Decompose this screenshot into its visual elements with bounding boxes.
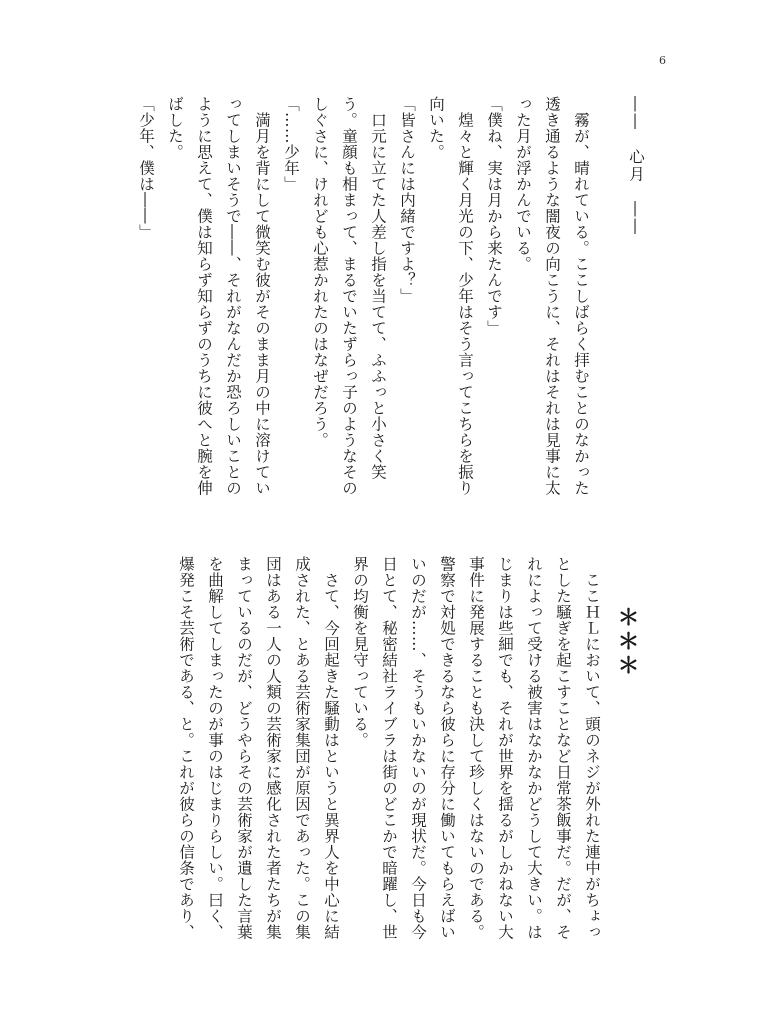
paragraph: 煌々と輝く月光の下、少年はそう言ってこちらを振り向いた。: [427, 96, 474, 496]
page-number: 6: [659, 54, 666, 67]
paragraph: さて、今回起きた騒動はというと異界人を中心に結成された、とある芸術家集団が原因であった。この集団はある一人の人類の芸術家に感化された者たちが集まっているのだが、どうやらその芸術家が遺した言葉を曲解してしまったのが事のはじまりらしい。曰く、爆発こそ芸術である、と。これが彼らの信条であり、: [177, 556, 340, 940]
dialogue-line: 「……少年」: [282, 96, 300, 192]
dialogue-line: 「僕ね、実は月から来たんです」: [485, 96, 503, 336]
paragraph: ここＨＬにおいて、頭のネジが外れた連中がちょっとした騒ぎを起こすことなど日常茶飯事だ。だが、それによって受ける被害はなかなかどうして大きい。はじまりは些細でも、それが世界を揺るがしかねない大事件に発展することも決して珍しくはないのである。警察で対処できるなら彼らに存分に働いてもらえばいいのだが……、そうもいかないのが現状だ。今日も今日とて、秘密結社ライブラは街のどこかで暗躍し、世界の均衡を見守っている。: [351, 556, 601, 940]
dialogue-line: 「皆さんには内緒ですよ？」: [398, 96, 416, 304]
paragraph: 満月を背にして微笑む彼がそのまま月の中に溶けていってしまいそうで――、それがなんだか恐ろしいことのように思えて、僕は知らず知らずのうちに彼へと腕を伸ばした。: [166, 96, 271, 496]
upper-section: [131, 96, 650, 506]
lower-section: [171, 556, 606, 940]
paragraph: 霧が、晴れている。ここしばらく拝むことのなかった透き通るような闇夜の向こうに、それはそれは見事に太った月が浮かんでいる。: [514, 96, 590, 496]
paragraph: 口元に立てた人差し指を当てて、ふふっと小さく笑う。童顔も相まって、まるでいたずらっ子のようなそのしぐさに、けれども心惹かれたのはなぜだろう。: [311, 96, 387, 496]
section-separator: ＊＊＊: [614, 606, 639, 678]
chapter-title: ―― 心月 ――: [627, 96, 645, 236]
dialogue-line: 「少年、僕は――」: [137, 96, 155, 240]
